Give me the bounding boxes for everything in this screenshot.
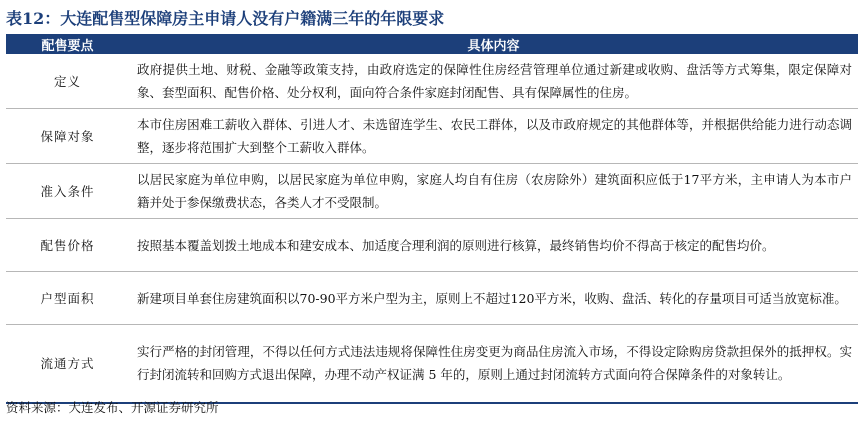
header-content: 具体内容 xyxy=(129,34,858,54)
table-header-row xyxy=(6,34,858,54)
row-content: 按照基本覆盖划拨土地成本和建安成本、加适度合理利润的原则进行核算，最终销售均价不得高于核定的配售均价。 xyxy=(129,219,858,272)
table-title: 表12：大连配售型保障房主申请人没有户籍满三年的年限要求 xyxy=(6,9,445,28)
row-key: 保障对象 xyxy=(6,109,129,164)
table-row xyxy=(6,164,858,219)
table-row xyxy=(6,109,858,164)
source-note: 资料来源：大连发布、开源证券研究所 xyxy=(6,400,219,415)
row-key: 定义 xyxy=(6,54,129,109)
row-content: 实行严格的封闭管理，不得以任何方式违法违规将保障性住房变更为商品住房流入市场，不得设定除购房贷款担保外的抵押权。实行封闭流转和回购方式退出保障，办理不动产权证满 5 年的，原则上通过封闭流转方式面向符合保障条件的对象转让。 xyxy=(129,325,858,403)
table-row xyxy=(6,54,858,109)
row-key: 配售价格 xyxy=(6,219,129,272)
row-content: 以居民家庭为单位申购，以居民家庭为单位申购，家庭人均自有住房（农房除外）建筑面积应低于17平方米，主申请人为本市户籍并处于参保缴费状态，各类人才不受限制。 xyxy=(129,164,858,219)
table-row xyxy=(6,219,858,272)
policy-table xyxy=(6,34,858,404)
row-key: 准入条件 xyxy=(6,164,129,219)
row-content: 本市住房困难工薪收入群体、引进人才、未选留连学生、农民工群体，以及市政府规定的其他群体等，并根据供给能力进行动态调整，逐步将范围扩大到整个工薪收入群体。 xyxy=(129,109,858,164)
row-key: 流通方式 xyxy=(6,325,129,403)
table-row xyxy=(6,272,858,325)
table-row xyxy=(6,325,858,403)
row-content: 政府提供土地、财税、金融等政策支持，由政府选定的保障性住房经营管理单位通过新建或收购、盘活等方式筹集，限定保障对象、套型面积、配售价格、处分权利，面向符合条件家庭封闭配售、具有保障属性的住房。 xyxy=(129,54,858,109)
header-key: 配售要点 xyxy=(6,34,129,54)
row-content: 新建项目单套住房建筑面积以70-90平方米户型为主，原则上不超过120平方米，收购、盘活、转化的存量项目可适当放宽标准。 xyxy=(129,272,858,325)
row-key: 户型面积 xyxy=(6,272,129,325)
